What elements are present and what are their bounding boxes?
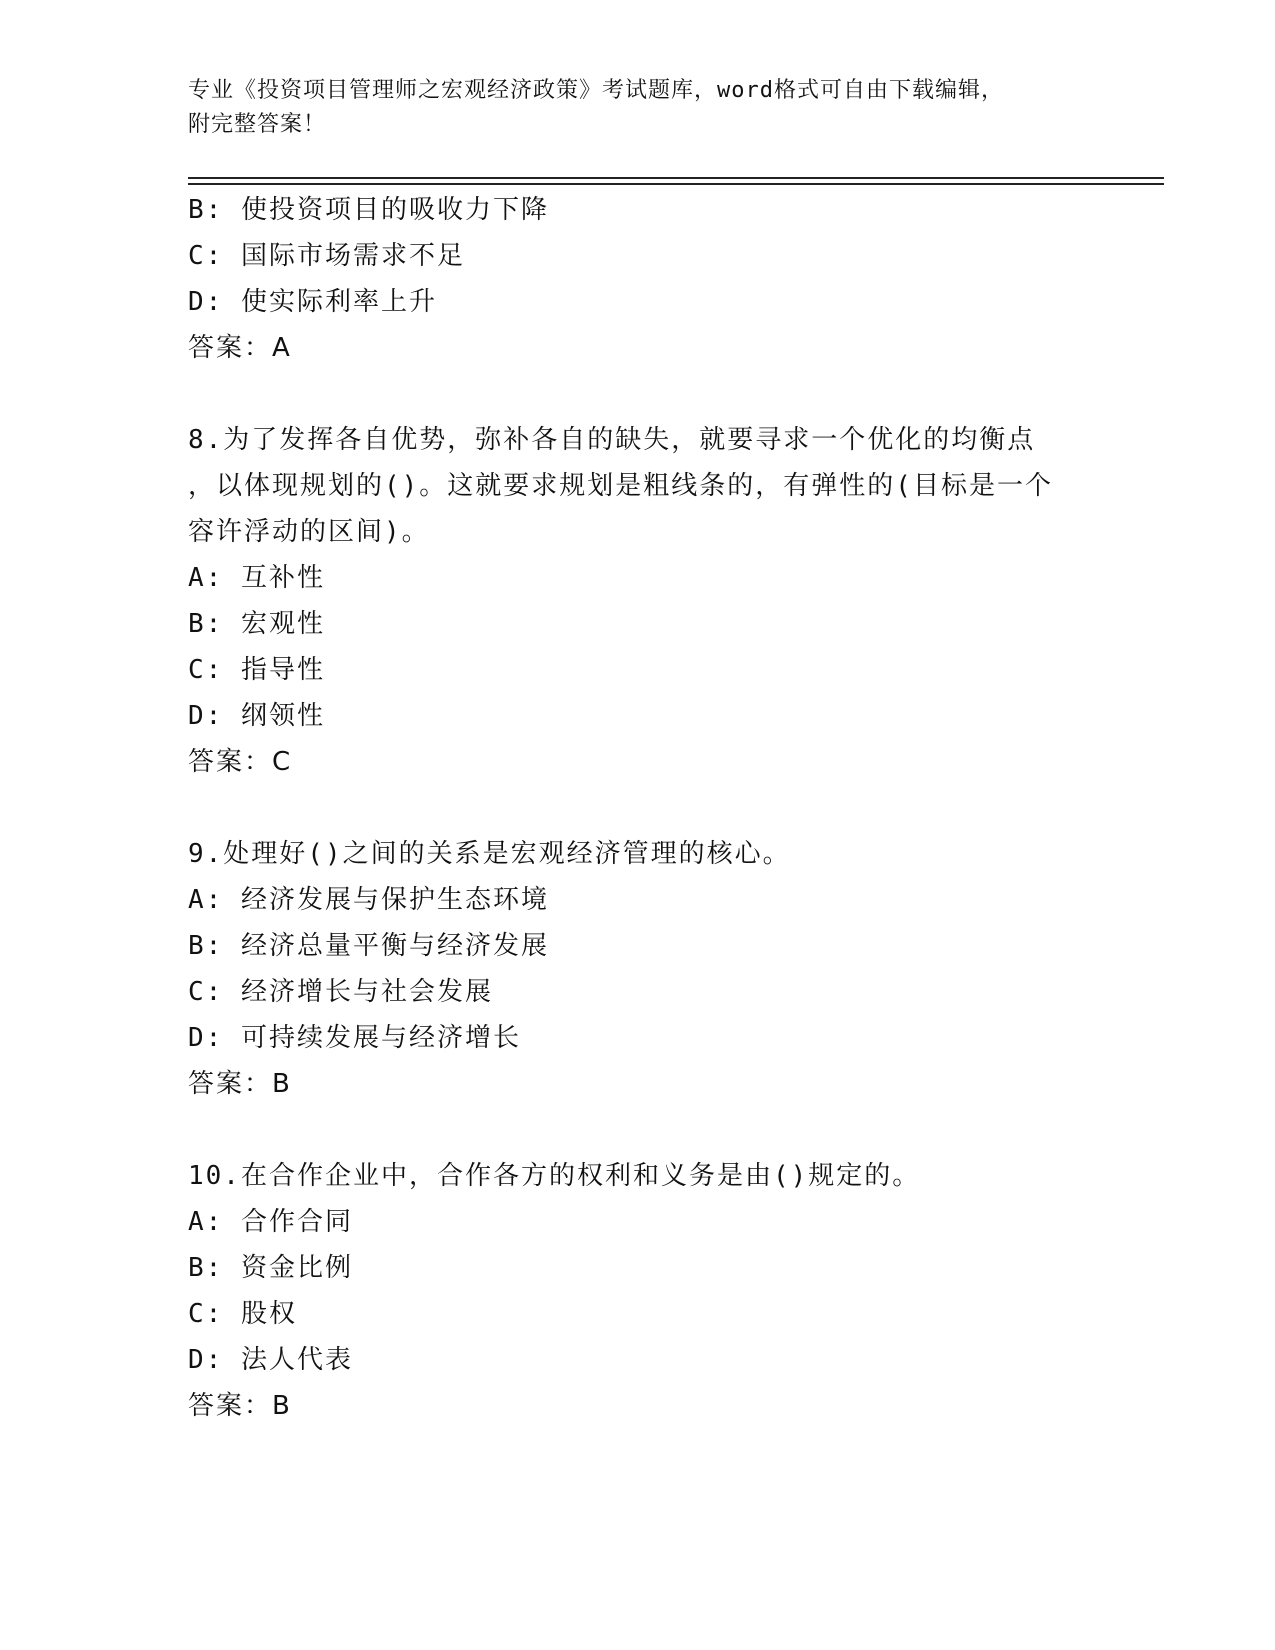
header-line-2: 附完整答案！ <box>188 112 327 137</box>
stem-line: 8.为了发挥各自优势，弥补各自的缺失，就要寻求一个优化的均衡点 <box>188 425 1036 455</box>
header-divider-top <box>188 177 1164 179</box>
stem-line: ，以体现规划的()。这就要求规划是粗线条的，有弹性的(目标是一个 <box>188 471 1053 501</box>
option-d: D: 纲领性 <box>188 701 325 731</box>
stem-line: 10.在合作企业中，合作各方的权利和义务是由()规定的。 <box>188 1161 921 1191</box>
document-header <box>188 74 1088 142</box>
option-a: A: 合作合同 <box>188 1207 353 1237</box>
question-7 <box>188 187 1088 371</box>
option-a: A: 经济发展与保护生态环境 <box>188 885 549 915</box>
stem-line: 9.处理好()之间的关系是宏观经济管理的核心。 <box>188 839 791 869</box>
option-c: C: 股权 <box>188 1299 297 1329</box>
spacer <box>188 1107 1088 1153</box>
question-stem <box>188 831 1088 877</box>
answer-line: 答案：B <box>188 1069 292 1099</box>
question-10 <box>188 1153 1088 1429</box>
option-b: B: 使投资项目的吸收力下降 <box>188 195 549 225</box>
question-9 <box>188 831 1088 1107</box>
option-b: B: 经济总量平衡与经济发展 <box>188 931 549 961</box>
option-c: C: 指导性 <box>188 655 325 685</box>
header-divider-bottom <box>188 183 1164 185</box>
answer-line: 答案：B <box>188 1391 292 1421</box>
option-d: D: 使实际利率上升 <box>188 287 437 317</box>
option-c: C: 国际市场需求不足 <box>188 241 465 271</box>
option-c: C: 经济增长与社会发展 <box>188 977 493 1007</box>
option-d: D: 法人代表 <box>188 1345 353 1375</box>
answer-line: 答案：A <box>188 333 292 363</box>
stem-line: 容许浮动的区间)。 <box>188 517 430 547</box>
option-d: D: 可持续发展与经济增长 <box>188 1023 521 1053</box>
question-8 <box>188 417 1088 785</box>
option-b: B: 资金比例 <box>188 1253 353 1283</box>
question-list <box>188 187 1088 1429</box>
option-b: B: 宏观性 <box>188 609 325 639</box>
question-stem <box>188 1153 1088 1199</box>
option-a: A: 互补性 <box>188 563 325 593</box>
spacer <box>188 371 1088 417</box>
header-line-1: 专业《投资项目管理师之宏观经济政策》考试题库，word格式可自由下载编辑， <box>188 78 1004 103</box>
answer-line: 答案：C <box>188 747 293 777</box>
spacer <box>188 785 1088 831</box>
question-stem <box>188 417 1088 555</box>
